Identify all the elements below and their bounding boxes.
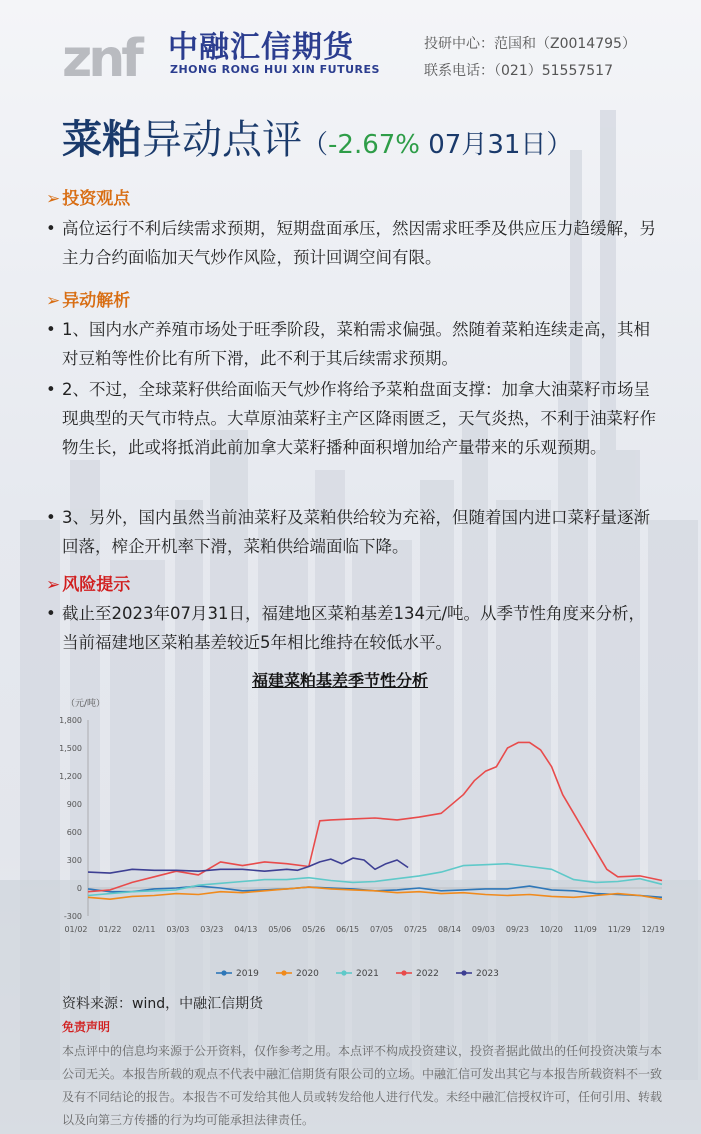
x-tick-label: 03/23	[200, 925, 224, 934]
list-item: • 2、不过，全球菜籽供给面临天气炒作将给予菜粕盘面支撑：加拿大油菜籽市场呈现典型的天气市特点。大草原油菜籽主产区降雨匮乏，天气炎热，不利于油菜籽作物生长，此或将抵消此前加拿大菜籽播种面积增加给产量带来的乐观预期。	[46, 375, 656, 462]
series-line-2023	[88, 858, 408, 873]
arrow-icon: ➢	[46, 189, 61, 209]
bullet-icon: •	[46, 380, 56, 399]
y-tick-label: 300	[66, 856, 82, 865]
y-tick-label: 1,800	[59, 716, 82, 725]
y-tick-label: -300	[63, 912, 82, 921]
legend-label-2023: 2023	[476, 969, 499, 979]
data-source: 资料来源：wind，中融汇信期货	[62, 996, 264, 1012]
x-tick-label: 05/06	[268, 925, 292, 934]
x-tick-label: 01/22	[98, 925, 122, 934]
x-tick-label: 06/15	[336, 925, 360, 934]
bullet-icon: •	[46, 508, 56, 527]
y-axis-label: （元/吨）	[66, 699, 106, 709]
y-tick-label: 900	[66, 800, 82, 809]
title-product: 菜粕	[62, 117, 142, 163]
x-tick-label: 03/03	[166, 925, 190, 934]
y-tick-label: 0	[76, 884, 82, 893]
legend-label-2020: 2020	[296, 969, 319, 979]
legend-marker-2020	[281, 970, 286, 975]
bullet-icon: •	[46, 320, 56, 339]
title-date: 07月31日）	[420, 130, 573, 160]
x-tick-label: 02/11	[132, 925, 156, 934]
legend-label-2022: 2022	[416, 969, 439, 979]
bullet-icon: •	[46, 219, 56, 238]
y-tick-label: 1,500	[59, 744, 82, 753]
chart-title: 福建菜粕基差季节性分析	[252, 671, 429, 690]
legend-marker-2019	[221, 970, 226, 975]
x-tick-label: 07/25	[404, 925, 428, 934]
x-tick-label: 08/14	[437, 925, 462, 934]
title-change: -2.67%	[328, 130, 420, 160]
phone-contact: 联系电话：（021）51557517	[424, 63, 613, 79]
legend-marker-2023	[461, 970, 466, 975]
basis-seasonal-chart	[46, 690, 676, 990]
arrow-icon: ➢	[46, 575, 61, 595]
x-tick-label: 12/19	[641, 925, 665, 934]
bullet-icon: •	[46, 604, 56, 623]
x-tick-label: 07/05	[370, 925, 394, 934]
list-item: • 高位运行不利后续需求预期，短期盘面承压，然因需求旺季及供应压力趋缓解，另主力合约面临加天气炒作风险，预计回调空间有限。	[46, 214, 656, 272]
x-tick-label: 09/03	[471, 925, 495, 934]
x-tick-label: 05/26	[302, 925, 326, 934]
x-tick-label: 04/13	[234, 925, 258, 934]
legend-marker-2021	[341, 970, 346, 975]
series-line-2020	[88, 887, 662, 899]
arrow-icon: ➢	[46, 291, 61, 311]
x-tick-label: 11/09	[573, 925, 597, 934]
legend-label-2019: 2019	[236, 969, 259, 979]
page-title	[62, 108, 572, 165]
x-tick-label: 09/23	[505, 925, 529, 934]
legend-marker-2022	[401, 970, 406, 975]
x-tick-label: 11/29	[607, 925, 631, 934]
section-heading-view: ➢ 投资观点	[46, 189, 131, 209]
list-item: • 截止至2023年07月31日，福建地区菜粕基差134元/吨。从季节性角度来分析，当前福建地区菜粕基差较近5年相比维持在较低水平。	[46, 599, 656, 657]
x-tick-label: 01/02	[64, 925, 88, 934]
x-tick-label: 10/20	[539, 925, 563, 934]
company-name-cn: 中融汇信期货	[168, 30, 354, 65]
list-item: • 3、另外，国内虽然当前油菜籽及菜粕供给较为充裕，但随着国内进口菜籽量逐渐回落，榨企开机率下滑，菜粕供给端面临下降。	[46, 503, 656, 561]
disclaimer-heading: 免责声明	[62, 1020, 111, 1034]
title-paren: （	[302, 130, 329, 160]
section-heading-analysis: ➢ 异动解析	[46, 291, 131, 311]
disclaimer-text: 本点评中的信息均来源于公开资料，仅作参考之用。本点评不构成投资建议，投资者据此做出的任何投资决策与本公司无关。本报告所载的观点不代表中融汇信期货有限公司的立场。中融汇信可发出其它与本报告所载资料不一致及有不同结论的报告。本报告不可发给其他人员或转发给他人进行代发。未经中融汇信授权许可，任何引用、转载以及向第三方传播的行为均可能承担法律责任。	[62, 1044, 663, 1127]
svg-text:znf: znf	[62, 29, 140, 82]
title-type: 异动点评	[142, 117, 302, 163]
y-tick-label: 600	[66, 828, 82, 837]
analyst-contact: 投研中心：范国和（Z0014795）	[424, 36, 636, 52]
company-logo-icon	[62, 10, 162, 82]
section-heading-risk: ➢ 风险提示	[46, 575, 131, 595]
company-name-en: ZHONG RONG HUI XIN FUTURES	[170, 63, 380, 76]
legend-label-2021: 2021	[356, 969, 379, 979]
list-item: • 1、国内水产养殖市场处于旺季阶段，菜粕需求偏强。然随着菜粕连续走高，其相对豆粕等性价比有所下滑，此不利于其后续需求预期。	[46, 315, 656, 373]
y-tick-label: 1,200	[59, 772, 82, 781]
